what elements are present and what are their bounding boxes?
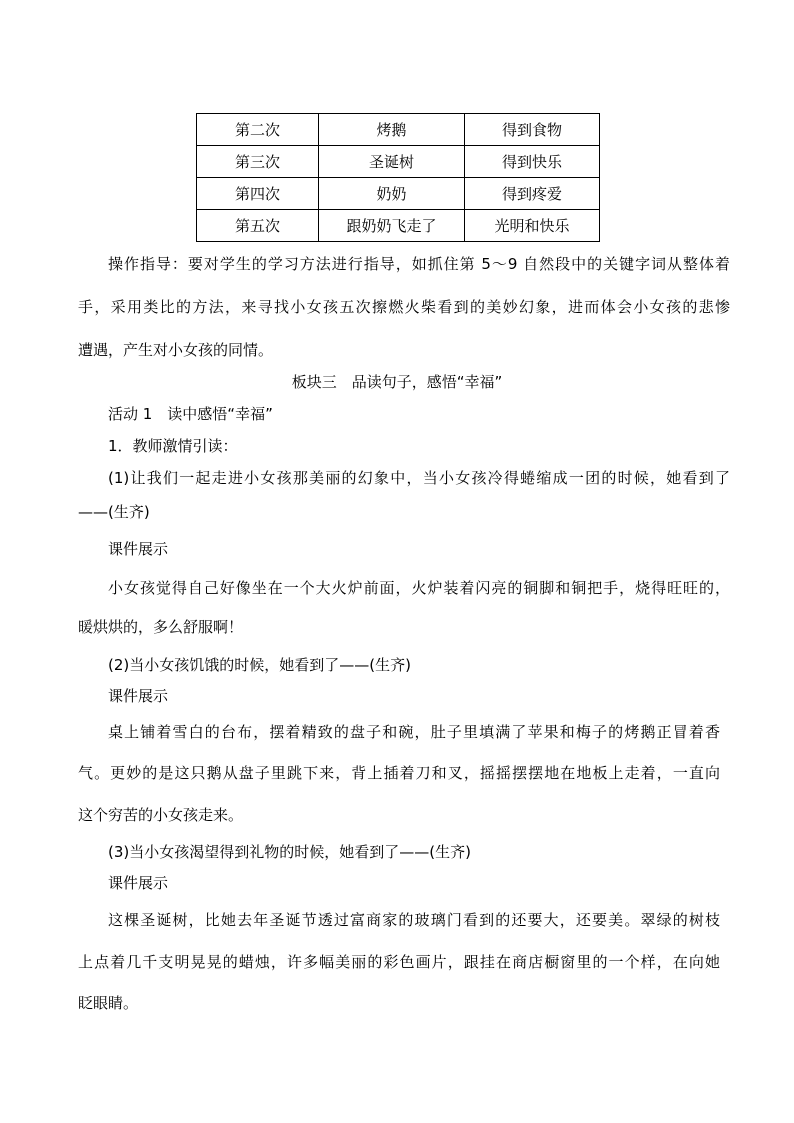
table-cell: 跟奶奶飞走了 [319,210,465,242]
show-label: 课件展示 [108,687,169,705]
table-cell: 光明和快乐 [465,210,600,242]
item-1-line-1: (1)让我们一起走进小女孩那美丽的幻象中，当小女孩冷得蜷缩成一团的时候，她看到了 [108,469,730,487]
table-cell: 第五次 [197,210,319,242]
show-label: 课件展示 [108,874,169,892]
table-cell: 烤鹅 [319,114,465,146]
table-cell: 圣诞树 [319,146,465,178]
step-1: 1．教师激情引读： [108,437,238,455]
table-row [197,114,600,146]
item-2-text-3: 这个穷苦的小女孩走来。 [78,806,244,824]
guidance-line-2: 手，采用类比的方法，来寻找小女孩五次擦燃火柴看到的美妙幻象，进而体会小女孩的悲惨 [78,298,730,316]
item-1-line-2: ——(生齐) [78,503,150,521]
table-row [197,178,600,210]
show-label: 课件展示 [108,540,169,558]
item-2-line-1: (2)当小女孩饥饿的时候，她看到了——(生齐) [108,656,411,674]
table-row [197,210,600,242]
item-1-text-1: 小女孩觉得自己好像坐在一个大火炉前面，火炉装着闪亮的铜脚和铜把手，烧得旺旺的， [108,579,730,597]
table-cell: 第四次 [197,178,319,210]
table-row [197,146,600,178]
table-cell: 得到食物 [465,114,600,146]
table-cell: 奶奶 [319,178,465,210]
item-3-line-1: (3)当小女孩渴望得到礼物的时候，她看到了——(生齐) [108,843,471,861]
section-heading: 板块三 品读句子，感悟“幸福” [291,373,503,391]
table-cell: 第三次 [197,146,319,178]
table-cell: 得到快乐 [465,146,600,178]
guidance-line-1: 操作指导：要对学生的学习方法进行指导，如抓住第 5～9 自然段中的关键字词从整体着 [108,255,730,273]
item-3-text-1: 这棵圣诞树，比她去年圣诞节透过富商家的玻璃门看到的还要大，还要美。翠绿的树枝 [108,911,720,929]
table-cell: 得到疼爱 [465,178,600,210]
guidance-line-3: 遭遇，产生对小女孩的同情。 [78,341,274,359]
activity-title: 活动 1 读中感悟“幸福” [108,405,273,423]
table-cell: 第二次 [197,114,319,146]
vision-table [196,113,600,242]
item-3-text-2: 上点着几千支明晃晃的蜡烛，许多幅美丽的彩色画片，跟挂在商店橱窗里的一个样，在向她 [78,953,720,971]
item-2-text-2: 气。更妙的是这只鹅从盘子里跳下来，背上插着刀和叉，摇摇摆摆地在地板上走着，一直向 [78,764,720,782]
item-1-text-2: 暖烘烘的，多么舒服啊！ [78,618,244,636]
item-3-text-3: 眨眼睛。 [78,994,139,1012]
item-2-text-1: 桌上铺着雪白的台布，摆着精致的盘子和碗，肚子里填满了苹果和梅子的烤鹅正冒着香 [108,723,720,741]
